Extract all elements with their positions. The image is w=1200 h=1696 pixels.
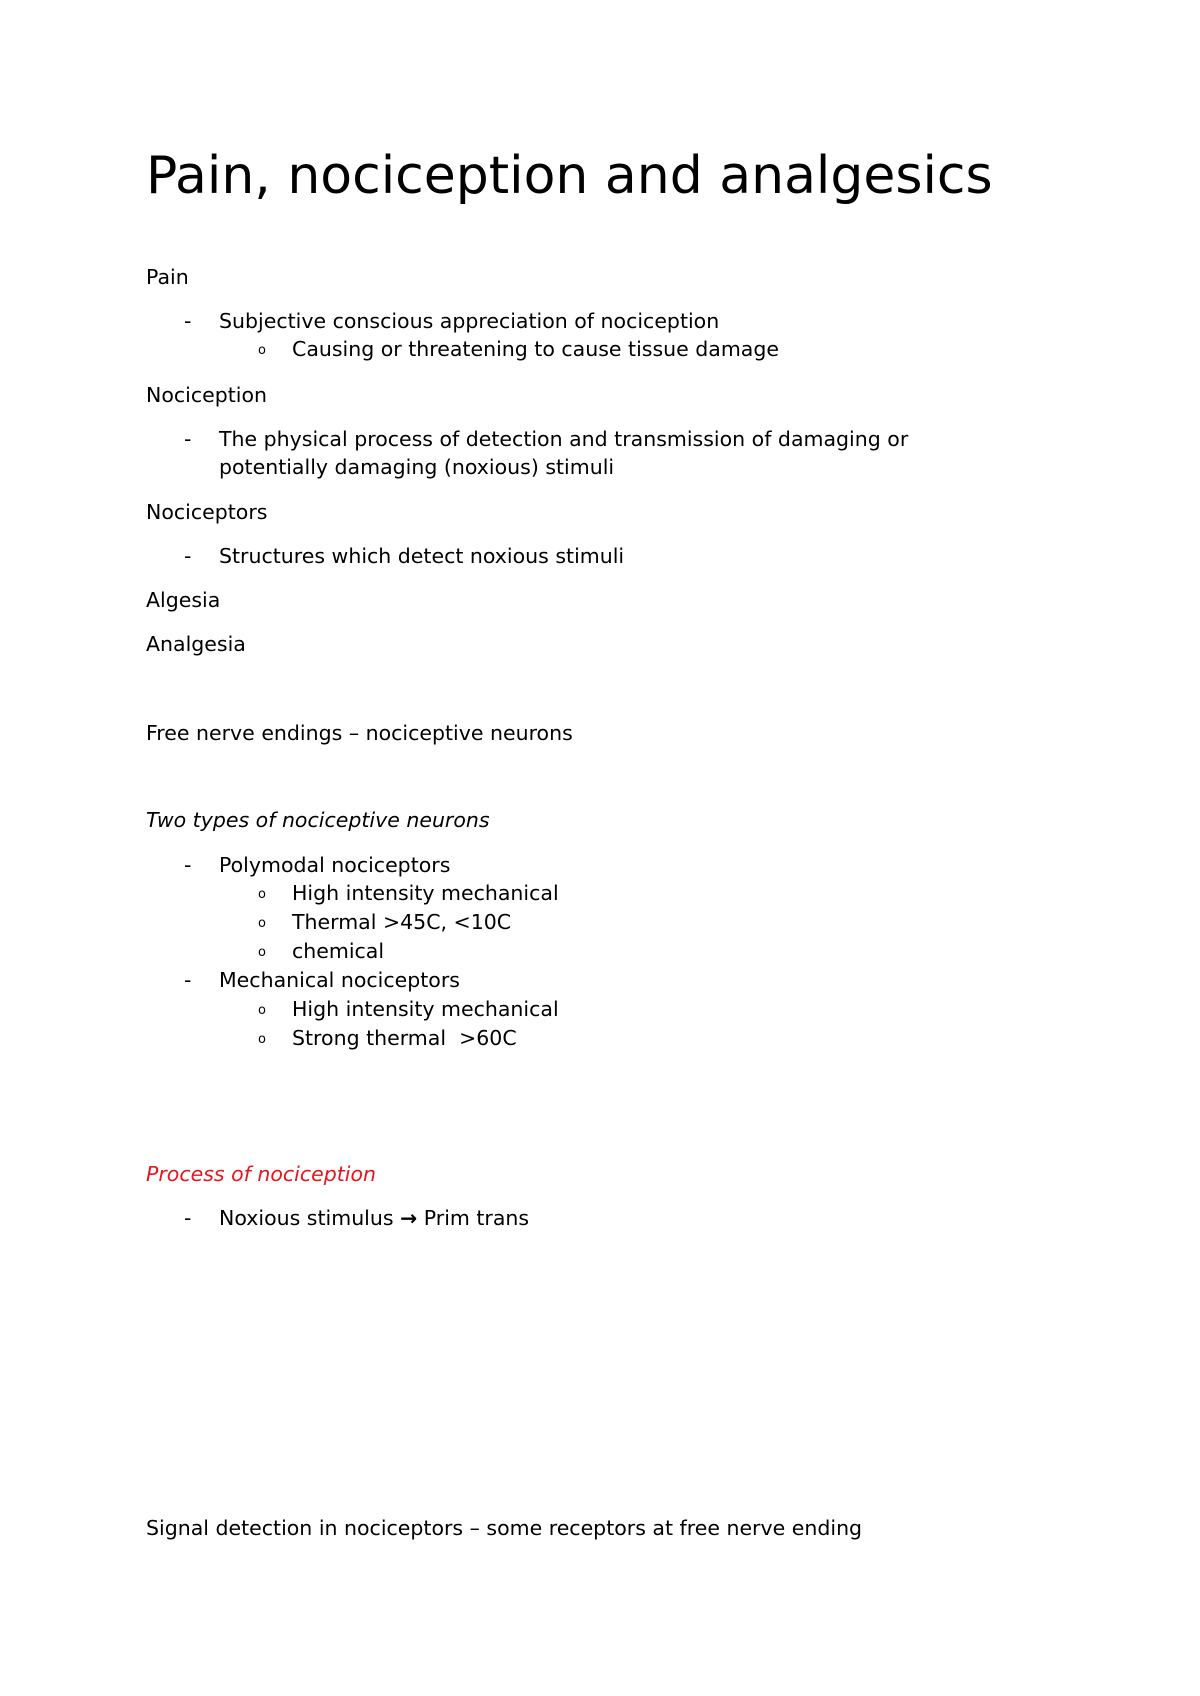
process-bullet-start: Noxious stimulus: [219, 1206, 401, 1230]
heading-process: Process of nociception: [146, 1162, 377, 1186]
sub-marker: o: [258, 1003, 266, 1018]
nociceptors-bullet: Structures which detect noxious stimuli: [219, 544, 625, 568]
heading-pain: Pain: [146, 265, 189, 289]
polymodal-sub-3: chemical: [292, 939, 385, 963]
term-analgesia: Analgesia: [146, 632, 246, 656]
sub-marker: o: [258, 887, 266, 902]
dash-marker: -: [184, 427, 192, 451]
arrow-icon: →: [400, 1206, 418, 1230]
term-algesia: Algesia: [146, 588, 221, 612]
nociception-bullet-line1: The physical process of detection and transmission of damaging or: [219, 427, 909, 451]
sub-marker: o: [258, 916, 266, 931]
dash-marker: -: [184, 853, 192, 877]
free-nerve-endings: Free nerve endings – nociceptive neurons: [146, 721, 573, 745]
process-bullet: [219, 1204, 529, 1232]
mechanical-sub-2: Strong thermal >60C: [292, 1026, 517, 1050]
sub-marker: o: [258, 343, 266, 358]
pain-sub-bullet: Causing or threatening to cause tissue damage: [292, 337, 779, 361]
polymodal-sub-1: High intensity mechanical: [292, 881, 559, 905]
signal-detection: Signal detection in nociceptors – some receptors at free nerve ending: [146, 1516, 863, 1540]
pain-bullet: Subjective conscious appreciation of nociception: [219, 309, 720, 333]
dash-marker: -: [184, 544, 192, 568]
dash-marker: -: [184, 1206, 192, 1230]
document-title: Pain, nociception and analgesics: [146, 146, 993, 206]
nociception-bullet-line2: potentially damaging (noxious) stimuli: [219, 455, 615, 479]
polymodal-sub-2: Thermal >45C, <10C: [292, 910, 512, 934]
sub-marker: o: [258, 945, 266, 960]
heading-nociceptors: Nociceptors: [146, 500, 268, 524]
polymodal-bullet: Polymodal nociceptors: [219, 853, 451, 877]
mechanical-sub-1: High intensity mechanical: [292, 997, 559, 1021]
heading-two-types: Two types of nociceptive neurons: [146, 808, 490, 832]
dash-marker: -: [184, 309, 192, 333]
sub-marker: o: [258, 1032, 266, 1047]
dash-marker: -: [184, 968, 192, 992]
process-bullet-end: Prim trans: [417, 1206, 530, 1230]
mechanical-bullet: Mechanical nociceptors: [219, 968, 460, 992]
heading-nociception: Nociception: [146, 383, 268, 407]
